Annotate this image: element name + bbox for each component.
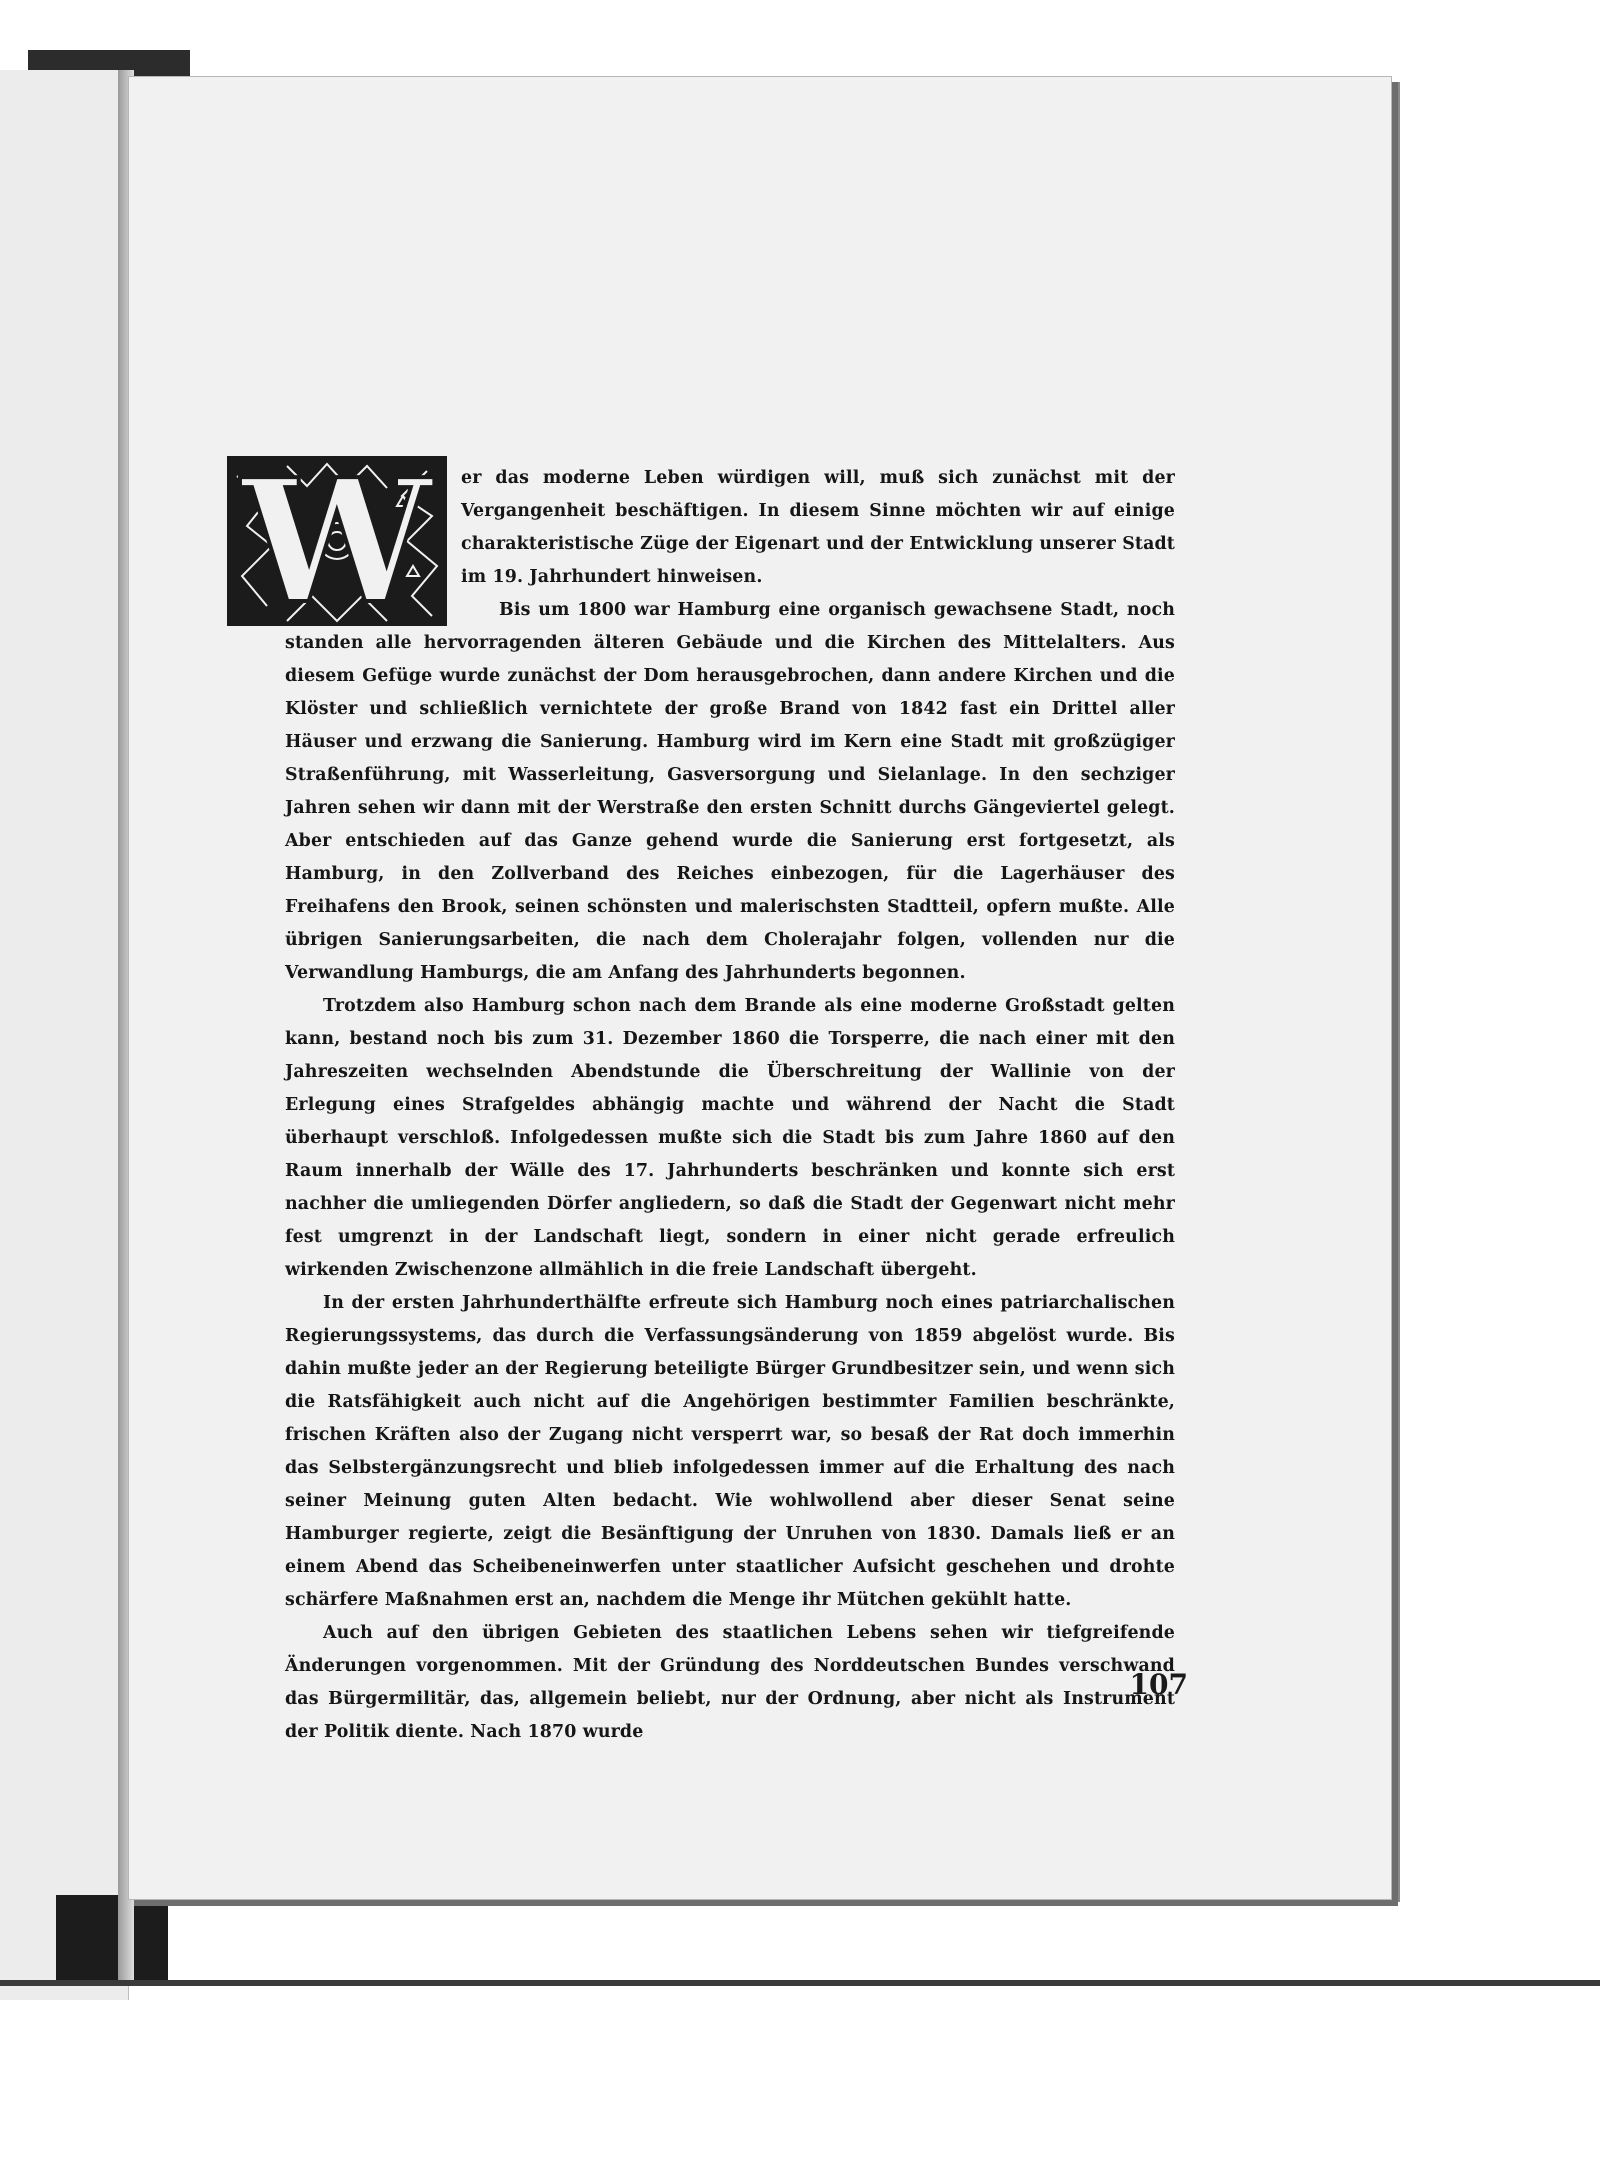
paragraph-2: Trotzdem also Hamburg schon nach dem Brande als eine moderne Großstadt gelten kann, bestand noch bis zum 31. Dezember 1860 die Torsperre, die nach einer mit den Jahreszeiten wechselnden Abendstunde die Überschreitung der Wallinie von der Erlegung eines Strafgeldes abhängig machte und während der Nacht die Stadt überhaupt verschloß. Infolgedessen mußte sich die Stadt bis zum Jahre 1860 auf den Raum innerhalb der Wälle des 17. Jahrhunderts beschränken und konnte sich erst nachher die umliegenden Dörfer angliedern, so daß die Stadt der Gegenwart nicht mehr fest umgrenzt in der Landschaft liegt, sondern in einer nicht gerade erfreulich wirkenden Zwischenzone allmählich in die freie Landschaft übergeht. bbox=[285, 996, 1175, 1280]
left-page-edge bbox=[0, 70, 129, 2000]
first-paragraph-text: er das moderne Leben würdigen will, muß sich zunächst mit der Vergangenheit beschäftigen. In diesem Sinne möchten wir auf einige charakteristische Züge der Eigenart und der Entwicklung unserer Stadt im 19. Jahrhundert hinweisen. bbox=[461, 468, 1175, 587]
ornamental-initial-w-icon bbox=[227, 456, 447, 626]
paragraph-4: Auch auf den übrigen Gebieten des staatlichen Lebens sehen wir tiefgreifende Änderungen vorgenommen. Mit der Gründung des Norddeutschen Bundes verschwand das Bürgermilitär, das, allgemein beliebt, nur der Ordnung, aber nicht als Instrument der Politik diente. Nach 1870 wurde bbox=[285, 1623, 1175, 1742]
paragraph-3: In der ersten Jahrhunderthälfte erfreute sich Hamburg noch eines patriarchalischen Regierungssystems, das durch die Verfassungsänderung von 1859 abgelöst wurde. Bis dahin mußte jeder an der Regierung beteiligte Bürger Grundbesitzer sein, und wenn sich die Ratsfähigkeit auch nicht auf die Angehörigen bestimmter Familien beschränkte, frischen Kräften also der Zugang nicht versperrt war, so besaß der Rat doch immerhin das Selbstergänzungsrecht und blieb infolgedessen immer auf die Erhaltung des nach seiner Meinung guten Alten bedacht. Wie wohlwollend aber dieser Senat seine Hamburger regierte, zeigt die Besänftigung der Unruhen von 1830. Damals ließ er an einem Abend das Scheibeneinwerfen unter staatlicher Aufsicht geschehen und drohte schärfere Maßnahmen erst an, nachdem die Menge ihr Mütchen gekühlt hatte. bbox=[285, 1293, 1175, 1610]
drop-cap-letter: W bbox=[241, 456, 433, 626]
paragraph-1: Bis um 1800 war Hamburg eine organisch gewachsene Stadt, noch standen alle hervorragenden älteren Gebäude und die Kirchen des Mittelalters. Aus diesem Gefüge wurde zunächst der Dom herausgebrochen, dann andere Kirchen und die Klöster und schließlich vernichtete der große Brand von 1842 fast ein Drittel aller Häuser und erzwang die Sanierung. Hamburg wird im Kern eine Stadt mit großzügiger Straßenführung, mit Wasserleitung, Gasversorgung und Sielanlage. In den sechziger Jahren sehen wir dann mit der Werstraße den ersten Schnitt durchs Gängeviertel gelegt. Aber entschieden auf das Ganze gehend wurde die Sanierung erst fortgesetzt, als Hamburg, in den Zollverband des Reiches einbezogen, für die Lagerhäuser des Freihafens den Brook, seinen schönsten und malerischsten Stadtteil, opfern mußte. Alle übrigen Sanierungsarbeiten, die nach dem Cholerajahr folgen, vollenden nur die Verwandlung Hamburgs, die am Anfang des Jahrhunderts begonnen. bbox=[285, 600, 1175, 983]
book-binding bbox=[56, 1895, 168, 1985]
ornamental-initial bbox=[227, 456, 447, 626]
scan-border-bottom bbox=[0, 1980, 1600, 1986]
first-paragraph bbox=[241, 456, 1175, 626]
page-number: 107 bbox=[1129, 1668, 1188, 1701]
page-edge-shadow bbox=[1392, 82, 1400, 1902]
article-text bbox=[241, 456, 1175, 1749]
